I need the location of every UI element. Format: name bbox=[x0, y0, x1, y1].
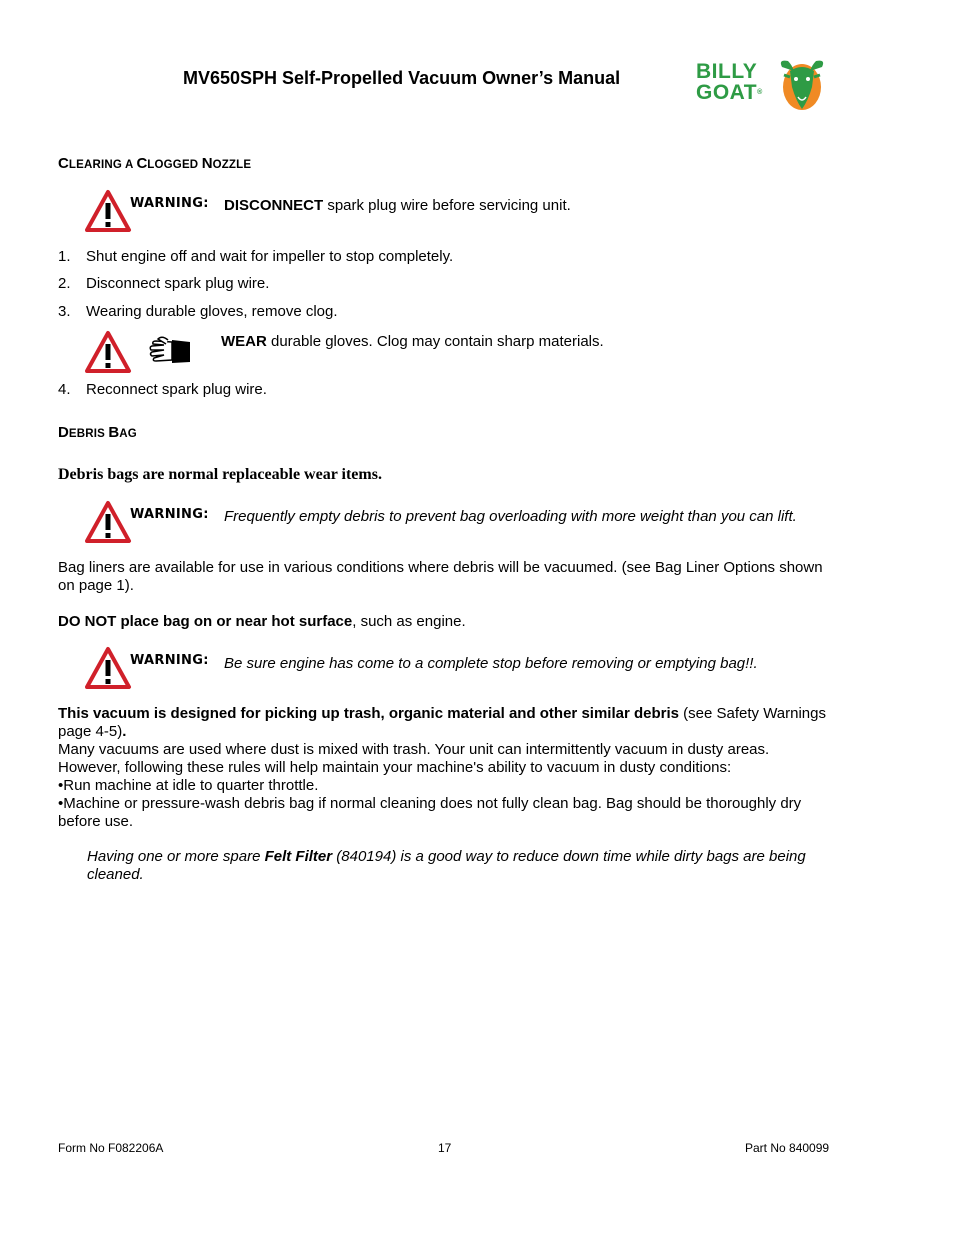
goat-head-icon bbox=[776, 57, 828, 113]
warning-triangle-icon bbox=[84, 189, 132, 233]
logo-reg: ® bbox=[757, 89, 763, 96]
warning-triangle-icon bbox=[84, 500, 132, 544]
list-item: •Run machine at idle to quarter throttle. bbox=[58, 777, 319, 794]
logo-line1: BILLY bbox=[696, 60, 758, 83]
list-item: •Machine or pressure-wash debris bag if normal cleaning does not fully clean bag. Bag should be thoroughly dry bbox=[58, 795, 802, 812]
debris-subheading: Debris bags are normal replaceable wear items. bbox=[58, 466, 382, 483]
vacuum-usage-paragraph: This vacuum is designed for picking up trash, organic material and other similar debris (see Safety Warnings page 4-5). Many vacuums are used where dust is mixed with trash. Your unit can intermittently vacuum in dusty areas. However, following these rules will help maintain your machine's ability to vacuum in dusty conditions: •Run machine at idle to quarter throttle. •Machine or pressure-wash debris bag if normal cleaning does not fully clean bag. Bag should be thoroughly dry before use. bbox=[58, 705, 868, 831]
warning-engine-stop-text: Be sure engine has come to a complete stop before removing or emptying bag!!. bbox=[224, 655, 758, 672]
page-title: MV650SPH Self-Propelled Vacuum Owner’s Manual bbox=[183, 68, 621, 88]
warning-label: WARNING: bbox=[130, 196, 209, 211]
footer-part-number: Part No 840099 bbox=[745, 1141, 830, 1155]
warning-label: WARNING: bbox=[130, 507, 209, 522]
bag-liner-paragraph: Bag liners are available for use in various conditions where debris will be vacuumed. (see Bag Liner Options shown on page 1). bbox=[58, 559, 823, 594]
felt-filter-note: Having one or more spare Felt Filter (840194) is a good way to reduce down time while dirty bags are being cleaned. bbox=[87, 848, 806, 883]
section-heading-clearing-nozzle: CLEARING A CLOGGED NOZZLE bbox=[58, 155, 252, 172]
glove-icon bbox=[146, 336, 192, 366]
warning-overload-text: Frequently empty debris to prevent bag overloading with more weight than you can lift. bbox=[224, 508, 797, 525]
warning-disconnect-text: DISCONNECT spark plug wire before servicing unit. bbox=[224, 197, 571, 214]
logo-line2: GOAT bbox=[696, 81, 758, 104]
warning-triangle-icon bbox=[84, 646, 132, 690]
footer-page-number: 17 bbox=[438, 1141, 452, 1155]
section-heading-debris-bag: DEBRIS BAG bbox=[58, 424, 137, 441]
footer-form-number: Form No F082206A bbox=[58, 1141, 164, 1155]
do-not-place-text: DO NOT place bag on or near hot surface, such as engine. bbox=[58, 613, 466, 630]
logo-text bbox=[696, 61, 763, 103]
warning-label: WARNING: bbox=[130, 653, 209, 668]
warning-triangle-icon bbox=[84, 330, 132, 374]
wear-gloves-text: WEAR durable gloves. Clog may contain sharp materials. bbox=[221, 333, 604, 350]
billy-goat-logo bbox=[696, 57, 828, 113]
